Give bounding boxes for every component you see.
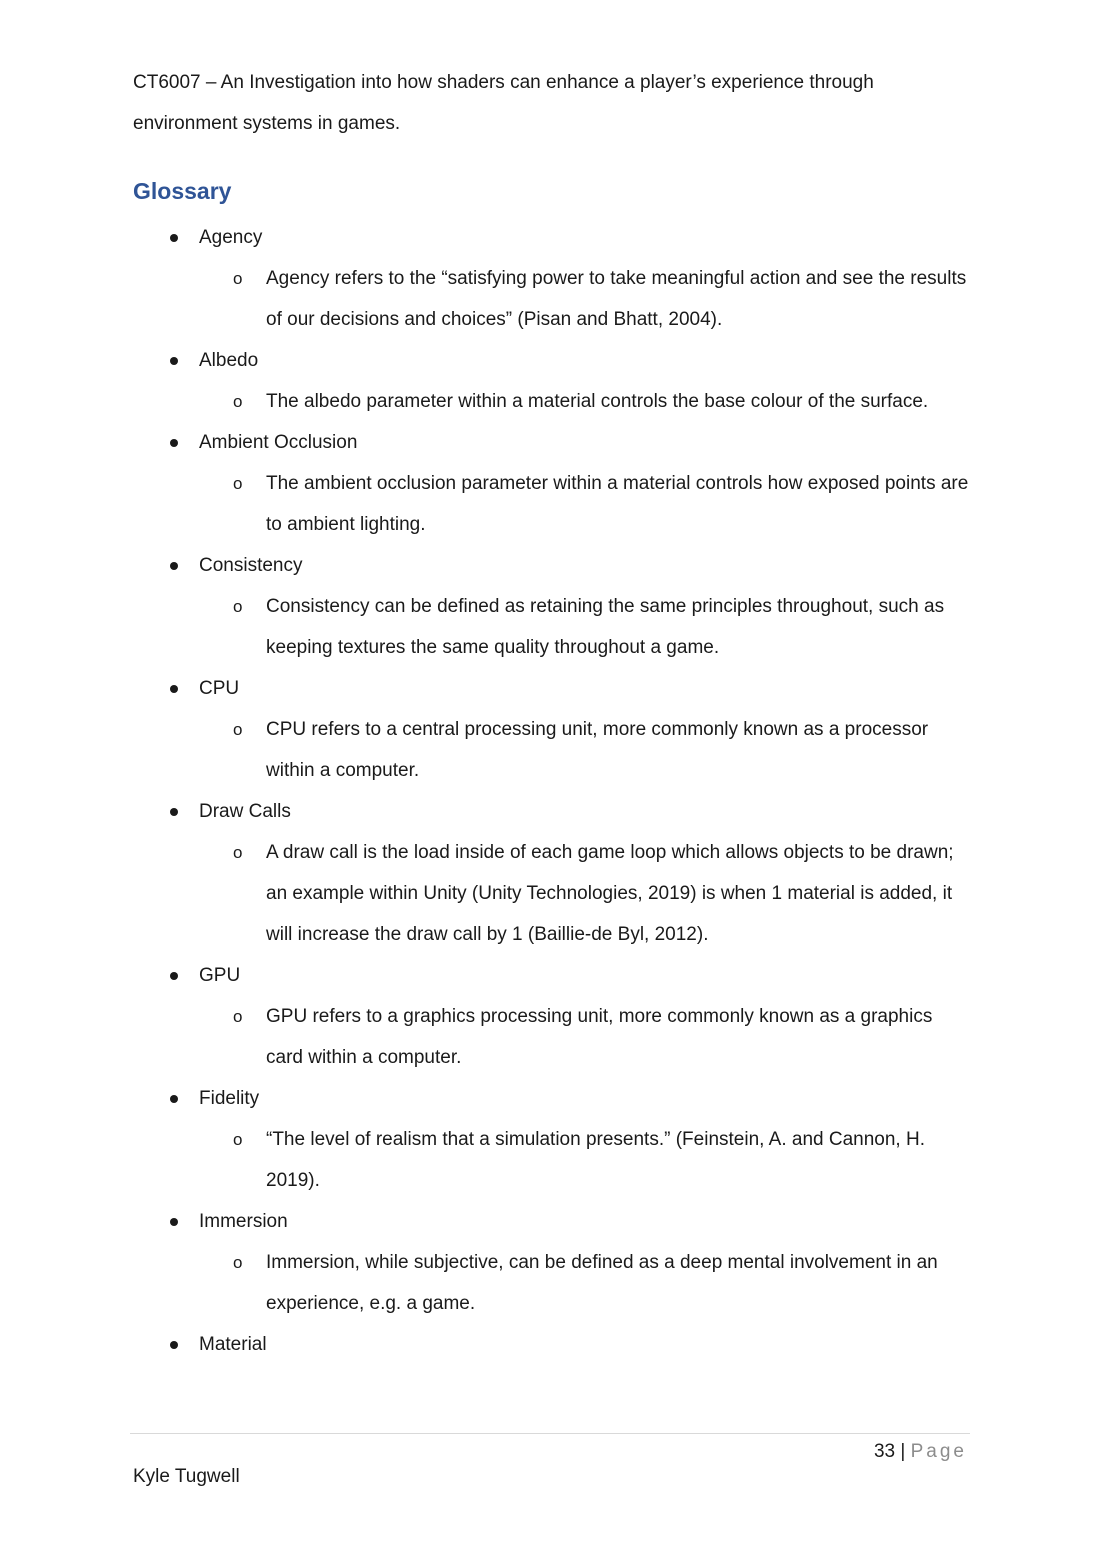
glossary-term-consistency bbox=[133, 545, 973, 668]
glossary-term-material bbox=[133, 1324, 973, 1365]
glossary-term-agency bbox=[133, 217, 973, 340]
term-label: Ambient Occlusion bbox=[199, 432, 358, 453]
document-header: CT6007 – An Investigation into how shaders can enhance a player’s experience through environment systems in games. bbox=[133, 72, 874, 134]
glossary-term-fidelity bbox=[133, 1078, 973, 1201]
term-definition: o The ambient occlusion parameter within a material controls how exposed points are to ambient lighting. bbox=[199, 463, 973, 545]
term-definition: o Consistency can be defined as retaining the same principles throughout, such as keeping textures the same quality throughout a game. bbox=[199, 586, 973, 668]
term-label: Draw Calls bbox=[199, 801, 291, 822]
glossary-term-ambient-occlusion bbox=[133, 422, 973, 545]
glossary-term-immersion bbox=[133, 1201, 973, 1324]
glossary-term-draw-calls bbox=[133, 791, 973, 955]
term-definition: o Immersion, while subjective, can be defined as a deep mental involvement in an experience, e.g. a game. bbox=[199, 1242, 973, 1324]
term-label: Consistency bbox=[199, 555, 303, 576]
term-label: Fidelity bbox=[199, 1088, 260, 1109]
term-label: Material bbox=[199, 1334, 267, 1355]
glossary-term-cpu bbox=[133, 668, 973, 791]
term-definition: o A draw call is the load inside of each game loop which allows objects to be drawn; an example within Unity (Unity Technologies, 2019) is when 1 material is added, it will increase the draw call by 1 (Baillie-de Byl, 2012). bbox=[199, 832, 973, 955]
page-number-separator: | bbox=[895, 1441, 911, 1462]
term-label: Albedo bbox=[199, 350, 259, 371]
term-label: GPU bbox=[199, 965, 241, 986]
glossary-list bbox=[133, 217, 973, 1365]
term-definition: o The albedo parameter within a material controls the base colour of the surface. bbox=[199, 381, 973, 422]
glossary-term-gpu bbox=[133, 955, 973, 1078]
term-definition: o “The level of realism that a simulation presents.” (Feinstein, A. and Cannon, H. 2019). bbox=[199, 1119, 973, 1201]
term-definition: o Agency refers to the “satisfying power to take meaningful action and see the results of our decisions and choices” (Pisan and Bhatt, 2004). bbox=[199, 258, 973, 340]
page-label: Page bbox=[910, 1441, 967, 1462]
term-label: Agency bbox=[199, 227, 263, 248]
footer-divider bbox=[130, 1433, 970, 1434]
glossary-term-albedo bbox=[133, 340, 973, 422]
footer-author: Kyle Tugwell bbox=[133, 1466, 240, 1487]
section-heading-glossary: Glossary bbox=[133, 178, 232, 204]
term-definition: o CPU refers to a central processing unit, more commonly known as a processor within a computer. bbox=[199, 709, 973, 791]
page-number bbox=[874, 1439, 967, 1465]
term-label: Immersion bbox=[199, 1211, 288, 1232]
page-number-value: 33 bbox=[873, 1441, 896, 1462]
term-definition: o GPU refers to a graphics processing unit, more commonly known as a graphics card within a computer. bbox=[199, 996, 973, 1078]
term-label: CPU bbox=[199, 678, 240, 699]
